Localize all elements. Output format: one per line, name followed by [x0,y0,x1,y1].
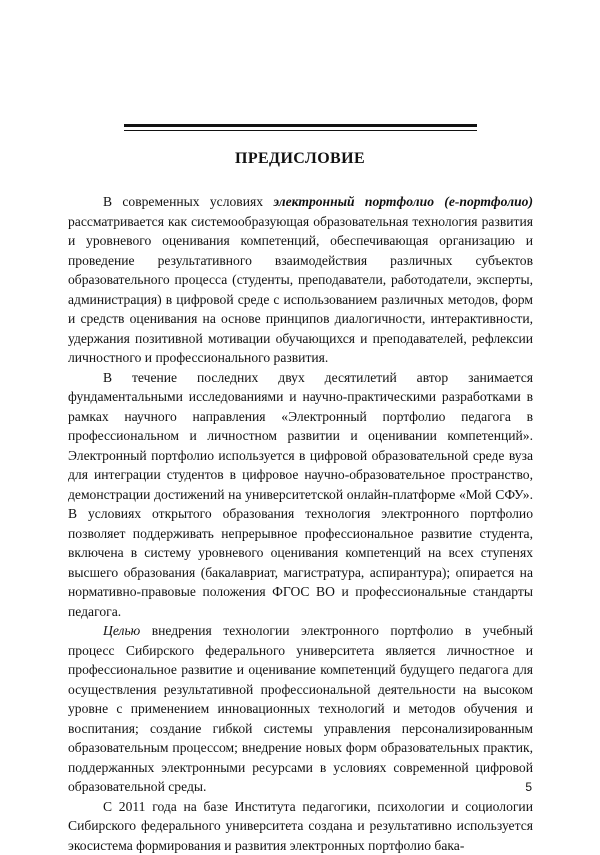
page-number: 5 [525,780,532,794]
paragraph-4: С 2011 года на базе Института педагогики, психологии и социологии Сибирского федерального университета создана и результативно используется экосистема формирования и развития электронных портфолио бака- [68,797,533,855]
paragraph-1-term: электронный портфолио (е-портфолио) [273,194,533,209]
heading-rule-thick [124,124,477,127]
paragraph-2: В течение последних двух десятилетий автор занимается фундаментальными исследованиями и научно-практическими разработками в рамках научного направления «Электронный портфолио педагога в профессиональном и личностном развитии и оценивании компетенций». Электронный портфолио используется в цифровой образовательной среде вуза для интеграции студентов в цифровое научно-образовательное пространство, демонстрации достижений на университетской онлайн-платформе «Мой СФУ». В условиях открытого образования технология электронного портфолио позволяет поддерживать непрерывное профессиональное развитие студента, включена в систему уровневого оценивания компетенций на всех ступенях высшего образования (бакалавриат, магистратура, аспирантура); опирается на нормативно-правовые положения ФГОС ВО и профессиональные стандарты педагога. [68,368,533,622]
paragraph-1-rest: рассматривается как системообразующая образовательная технология развития и уровневого оценивания компетенций, обеспечивающая организацию и проведение результативного взаимодействия различных субъектов образовательного процесса (студенты, преподаватели, работодатели, эксперты, администрация) в цифровой среде с использованием различных методов, форм и средств оценивания на основе принципов диалогичности, интерактивности, удержания позитивной мотивации обучающихся и преподавателей, рефлексии личностного и профессионального развития. [68,214,533,366]
heading-rule-thin [124,130,477,131]
paragraph-1-lead: В современных условиях [103,194,273,209]
body-text [68,192,533,855]
paragraph-3 [68,621,533,797]
paragraph-3-rest: внедрения технологии электронного портфолио в учебный процесс Сибирского федерального университета является личностное и профессиональное развитие и оценивание компетенций будущего педагога для осуществления результативной профессиональной деятельности на высоком уровне с применением инновационных технологий и методов обучения и воспитания; создание гибкой системы управления персонализированным образовательным процессом; внедрение новых форм образовательных практик, поддержанных электронными ресурсами в условиях современной цифровой образовательной среды. [68,623,533,794]
paragraph-3-term: Целью [103,623,140,638]
paragraph-1 [68,192,533,368]
page-title: ПРЕДИСЛОВИЕ [0,150,600,168]
